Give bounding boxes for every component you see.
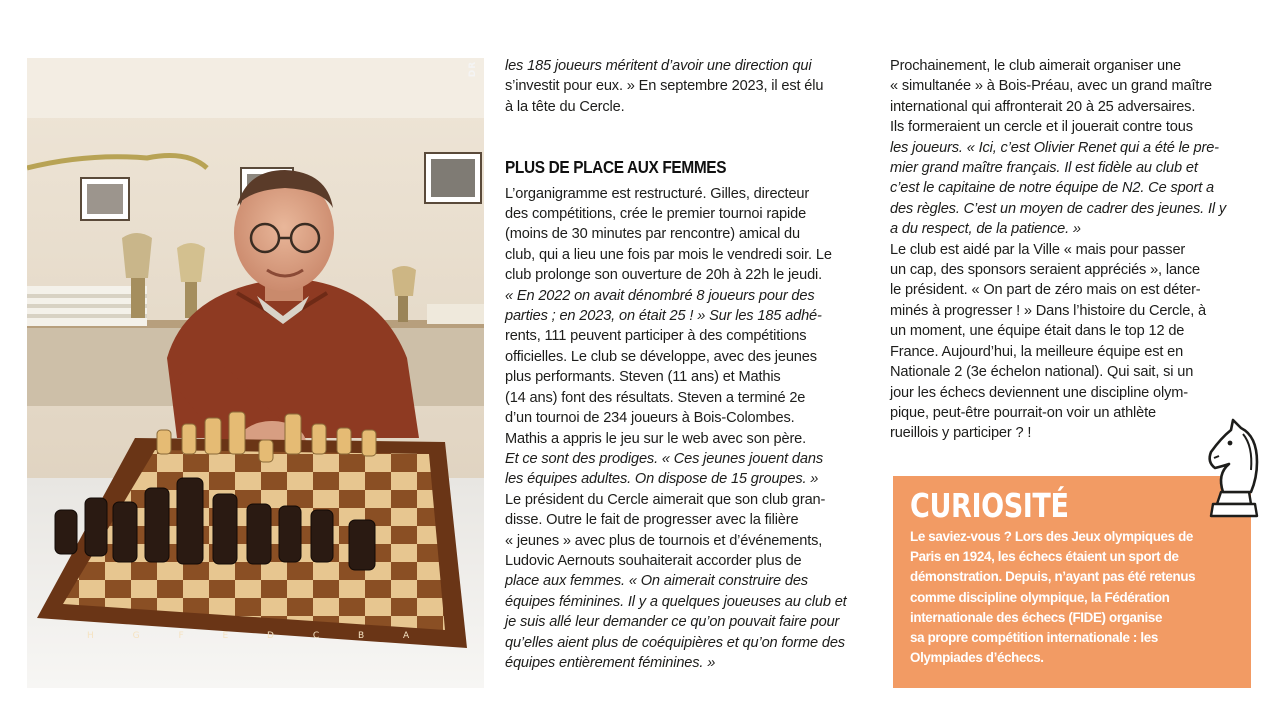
article-column-middle (505, 56, 871, 673)
body-line: les joueurs. « Ici, c’est Olivier Renet qui a été le pre- (890, 139, 1219, 156)
body-line: Le président du Cercle aimerait que son club gran- (505, 491, 826, 508)
curiosite-line: Olympiades d’échecs. (910, 650, 1044, 666)
curiosite-title: CURIOSITÉ (910, 486, 1069, 525)
chess-knight-icon (1203, 412, 1265, 520)
body-line: minés à progresser ! » Dans l’histoire du Cercle, à (890, 302, 1206, 319)
body-line: officielles. Le club se développe, avec des jeunes (505, 348, 817, 365)
curiosite-box (893, 476, 1251, 688)
photo-credit: DR (467, 60, 478, 78)
section-heading: PLUS DE PLACE AUX FEMMES (505, 157, 727, 178)
body-line: rueillois y participer ? ! (890, 425, 1032, 442)
curiosite-line: Paris en 1924, les échecs étaient un sport de (910, 549, 1179, 565)
curiosite-line: internationale des échecs (FIDE) organise (910, 609, 1163, 625)
body-line: un moment, une équipe était dans le top 12 de (890, 323, 1185, 340)
body-line: Nationale 2 (3e échelon national). Qui sait, si un (890, 364, 1194, 381)
body-line: Prochainement, le club aimerait organiser une (890, 58, 1181, 74)
intro-line-3: à la tête du Cercle. (505, 98, 625, 115)
body-line: Ils formeraient un cercle et il jouerait contre tous (890, 119, 1193, 136)
body-line: « En 2022 on avait dénombré 8 joueurs pour des (505, 287, 815, 304)
body-line: disse. Outre le fait de progresser avec la filière (505, 512, 799, 529)
svg-text:H G F E D C B A: H G F E D C B A (87, 631, 428, 641)
body-line: équipes féminines. Il y a quelques joueuses au club et (505, 593, 847, 610)
curiosite-line: démonstration. Depuis, n’ayant pas été retenus (910, 569, 1196, 585)
body-line: c’est le capitaine de notre équipe de N2. Ce sport a (890, 180, 1215, 197)
intro-line-2: s’investit pour eux. » En septembre 2023, il est élu (505, 78, 824, 95)
body-line: « jeunes » avec plus de tournois et d’événements, (505, 532, 823, 549)
body-line: Ludovic Aernouts souhaiterait accorder plus de (505, 552, 802, 569)
body-line: L’organigramme est restructuré. Gilles, directeur (505, 185, 810, 202)
body-line: jour les échecs deviennent une discipline olym- (890, 384, 1188, 401)
body-line: des compétitions, crée le premier tournoi rapide (505, 206, 807, 223)
body-line: Et ce sont des prodiges. « Ces jeunes jouent dans (505, 450, 823, 467)
body-line: je suis allé leur demander ce qu’on pouvait faire pour (505, 614, 840, 631)
body-line: le président. « On part de zéro mais on est déter- (890, 282, 1201, 299)
intro-line-1: les 185 joueurs méritent d’avoir une direction qui (505, 58, 812, 74)
body-line: international qui affronterait 20 à 25 adversaires. (890, 98, 1196, 115)
body-line: (14 ans) font des résultats. Steven a terminé 2e (505, 389, 806, 406)
body-line: a du respect, de la patience. » (890, 221, 1081, 238)
body-line: club prolonge son ouverture de 20h à 22h le jeudi. (505, 267, 823, 284)
body-line: parties ; en 2023, on était 25 ! » Sur les 185 adhé- (505, 308, 822, 325)
body-line: mier grand maître français. Il est fidèle au club et (890, 160, 1198, 177)
curiosite-line: sa propre compétition internationale : les (910, 630, 1158, 646)
body-line: Mathis a appris le jeu sur le web avec son père. (505, 430, 807, 447)
body-line: plus performants. Steven (11 ans) et Mathis (505, 369, 781, 386)
body-line: rents, 111 peuvent participer à des compétitions (505, 328, 807, 345)
curiosite-text (910, 527, 1235, 668)
body-line: « simultanée » à Bois-Préau, avec un grand maître (890, 78, 1213, 95)
body-line: les équipes adultes. On dispose de 15 groupes. » (505, 471, 819, 488)
body-line: France. Aujourd’hui, la meilleure équipe est en (890, 343, 1184, 360)
article-photo (27, 58, 484, 688)
body-line: pique, peut-être pourrait-on voir un athlète (890, 404, 1156, 421)
curiosite-line: comme discipline olympique, la Fédération (910, 589, 1170, 605)
body-line: club, qui a lieu une fois par mois le vendredi soir. Le (505, 246, 832, 263)
article-column-right (890, 56, 1256, 444)
body-line: d’un tournoi de 234 joueurs à Bois-Colombes. (505, 410, 795, 427)
body-line: qu’elles aient plus de coéquipières et qu’on forme des (505, 634, 845, 651)
body-line: des règles. C’est un moyen de cadrer des jeunes. Il y (890, 200, 1226, 217)
body-line: un cap, des sponsors seraient appréciés », lance (890, 262, 1201, 279)
body-line: Le club est aidé par la Ville « mais pour passer (890, 241, 1186, 258)
body-line: place aux femmes. « On aimerait construire des (505, 573, 808, 590)
body-line: équipes entièrement féminines. » (505, 654, 716, 671)
body-line: (moins de 30 minutes par rencontre) amical du (505, 226, 800, 243)
chess-player-photo (27, 58, 484, 688)
curiosite-line: Le saviez-vous ? Lors des Jeux olympiques de (910, 529, 1194, 544)
